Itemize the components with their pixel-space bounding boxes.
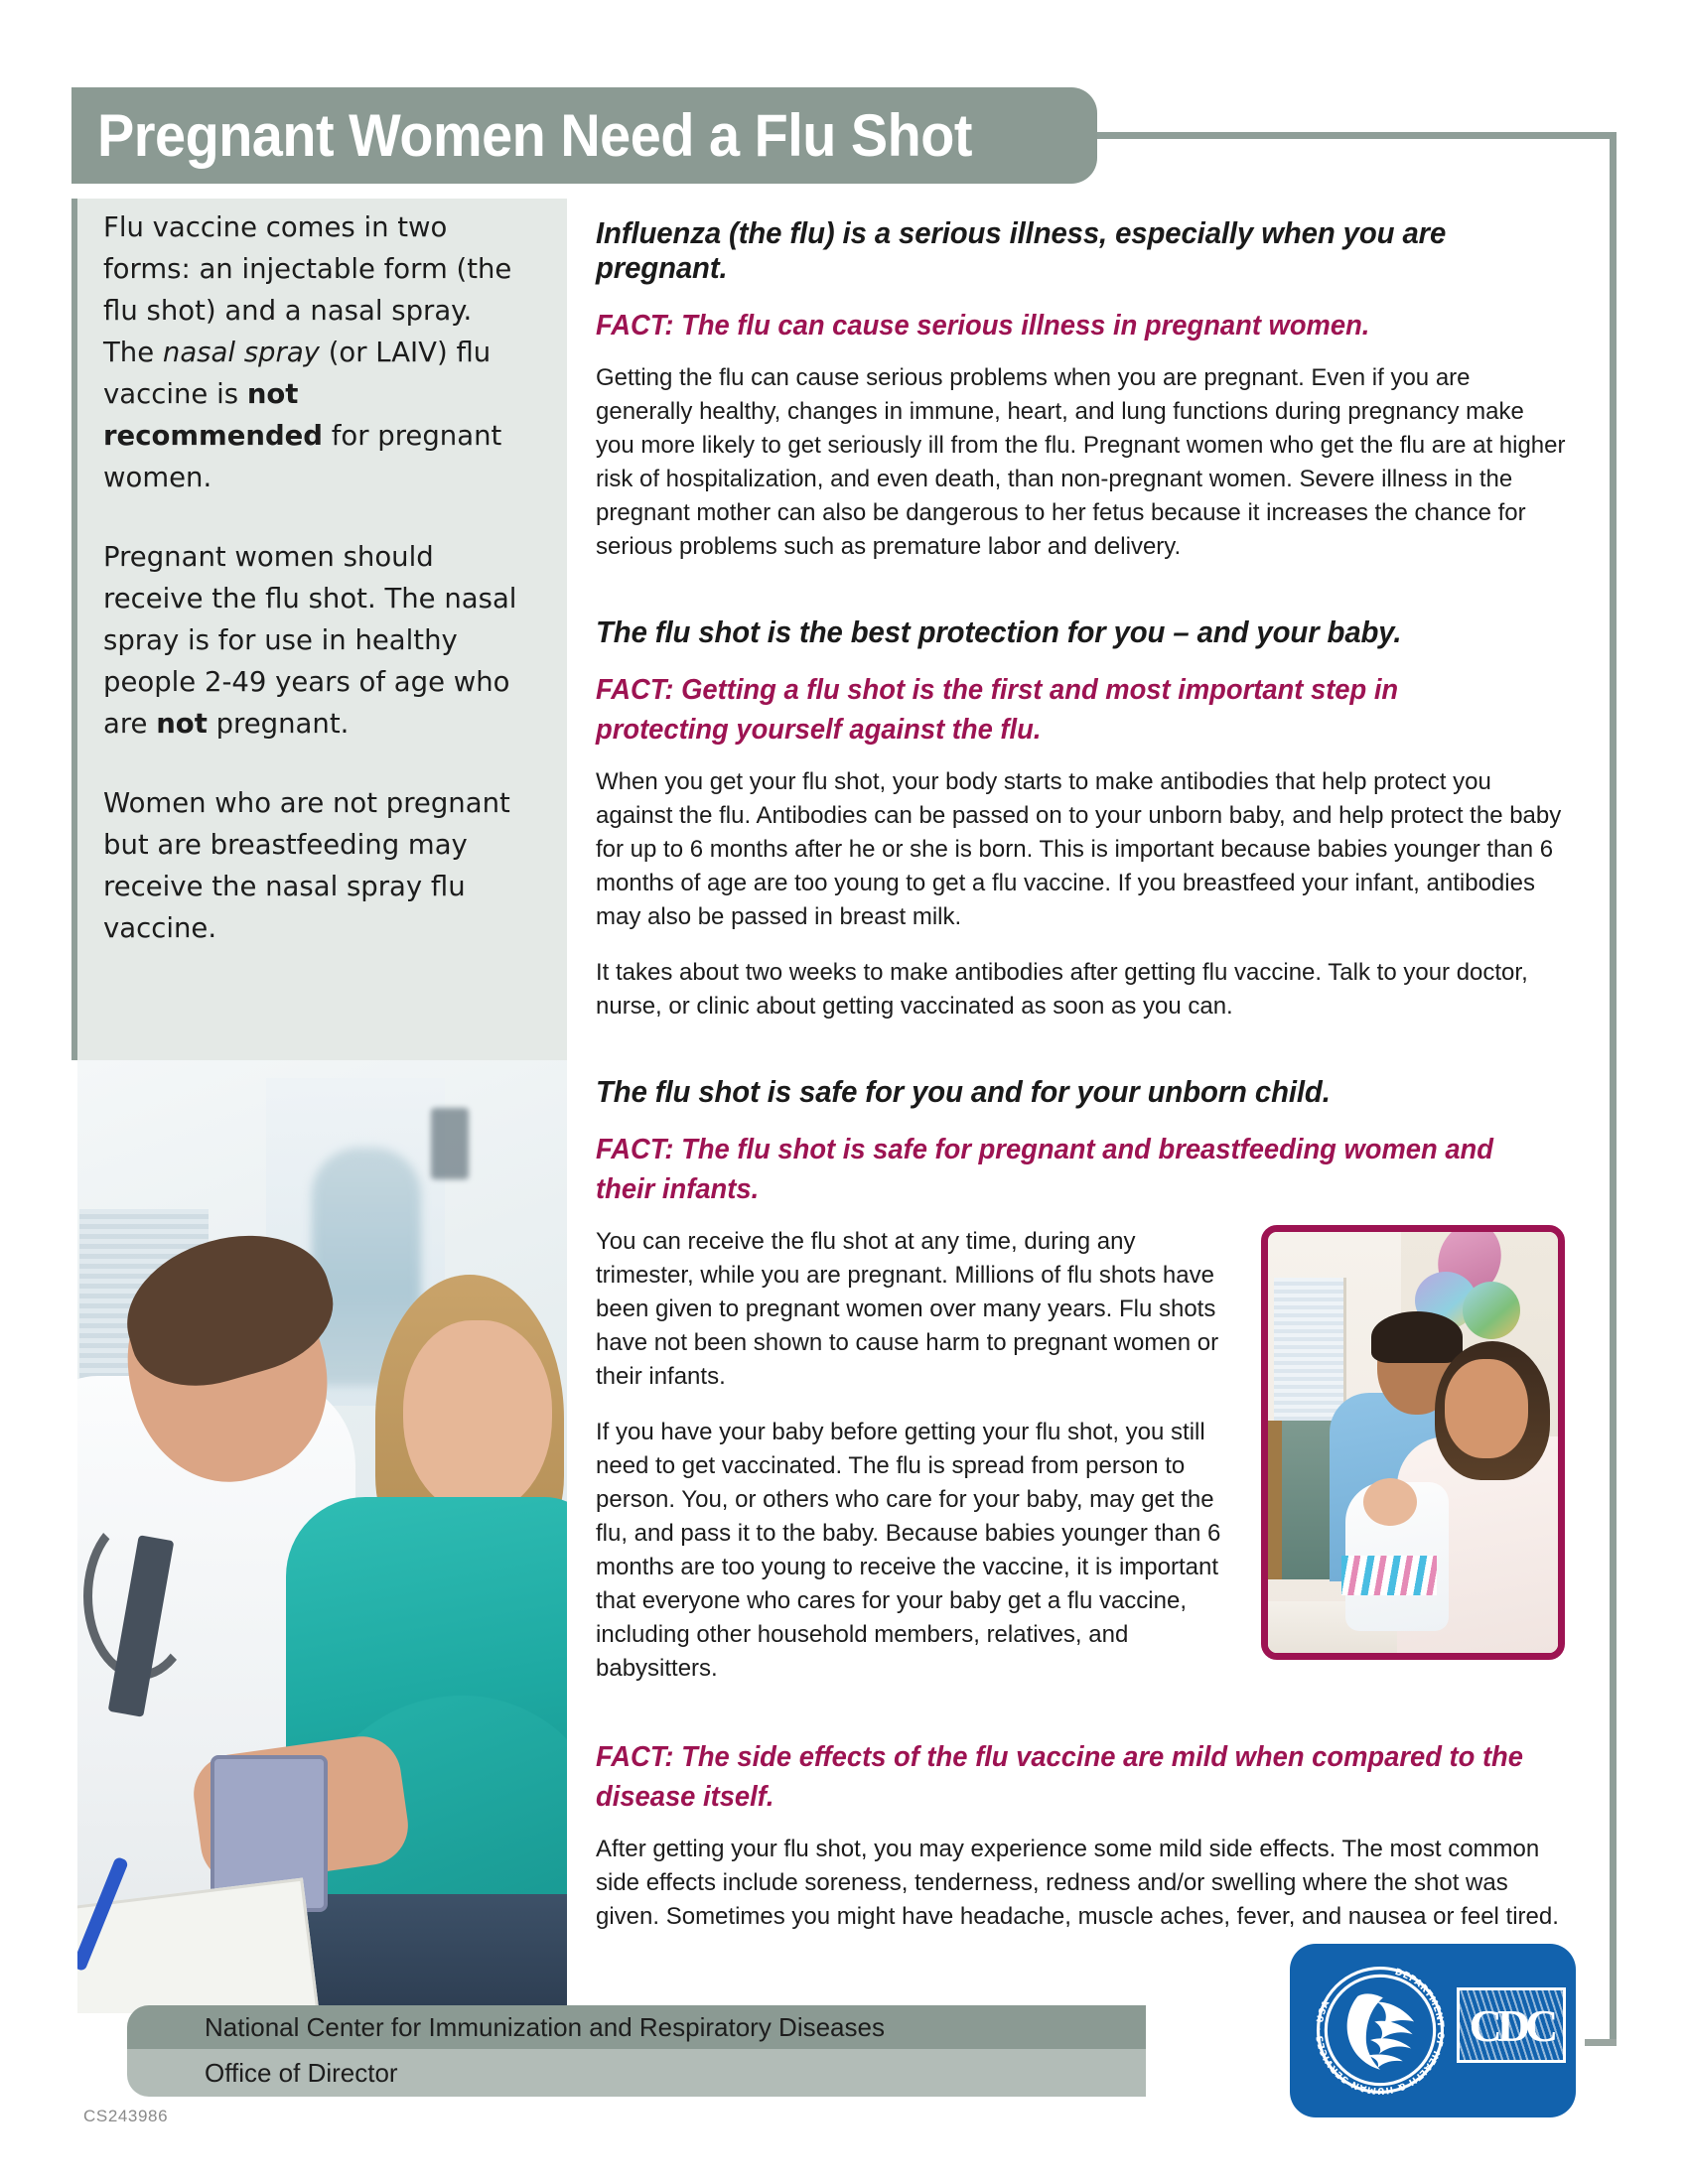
svg-text:DEPARTMENT OF HEALTH & HUMAN S: DEPARTMENT OF HEALTH & HUMAN SERVICES · USA [1315,1967,1446,2096]
fact-heading-2: FACT: Getting a flu shot is the first and most important step in protecting yourself against the flu. [596,674,1399,746]
photo-monitor [431,1108,469,1179]
cs-number: CS243986 [83,2107,169,2125]
fact-heading-1: FACT: The flu can cause serious illness in pregnant women. [596,310,1370,341]
page-title: Pregnant Women Need a Flu Shot [97,102,973,169]
footer-bar-secondary [127,2049,1146,2097]
section-heading-1: Influenza (the flu) is a serious illness, especially when you are pregnant. [596,216,1447,285]
text-with-photo-block [596,1225,1569,1686]
photo-blanket-stripes [1341,1556,1437,1595]
cdc-logo [1290,1944,1576,2117]
section-body-2a: When you get your flu shot, your body starts to make antibodies that help protect you against the flu. Antibodies can be passed on to your unborn baby, and help protect the baby for up to 6 months after he or she is born. This is important because babies younger than 6 months of age are too young to get a flu vaccine. If you breastfeed your infant, antibodies may also be passed in breast milk. [596,768,1562,930]
section-body-4: After getting your flu shot, you may experience some mild side effects. The most common side effects include soreness, tenderness, redness and/or swelling where the shot was given. Sometimes you might have headache, muscle aches, fever, and nausea or feel tired. [596,1836,1559,1930]
fact-heading-4: FACT: The side effects of the flu vaccine are mild when compared to the disease itself. [596,1741,1523,1813]
frame-top-rule [1053,132,1617,139]
spacer [596,1707,1569,1737]
footer-bar-primary [127,2005,1146,2049]
sidebar-paragraph-2: Pregnant women should receive the flu shot. The nasal spray is for use in healthy people 2-49 years of age who are not pregnant. [103,541,517,740]
photo-balloon-green [1463,1282,1520,1339]
hhs-seal-icon [1310,1960,1451,2101]
photo-father-hair [1371,1311,1463,1363]
footer-org-name: National Center for Immunization and Respiratory Diseases [205,2011,885,2042]
section-body-3a: You can receive the flu shot at any time, during any trimester, while you are pregnant. Millions of flu shots have been given to pregnant women over many years. Flu shots have not been shown to cause harm to pregnant women or their infants. [596,1228,1219,1390]
section-body-2b: It takes about two weeks to make antibodies after getting flu vaccine. Talk to your doctor, nurse, or clinic about getting vaccinated as soon as you can. [596,959,1528,1020]
main-content-column [596,216,1569,1956]
spacer [596,586,1569,615]
frame-bottom-stub [1585,2039,1617,2046]
cdc-wordmark: CDC [1460,1990,1563,2060]
section-heading-3: The flu shot is safe for you and for your unborn child. [596,1075,1331,1109]
spacer [596,1045,1569,1075]
footer-office-name: Office of Director [205,2057,398,2088]
sidebar-paragraph-1: Flu vaccine comes in two forms: an injectable form (the flu shot) and a nasal spray. The nasal spray (or LAIV) flu vaccine is not recommended for pregnant women. [103,211,512,493]
photo-patient-face [403,1320,552,1515]
sidebar-paragraph-3: Women who are not pregnant but are breastfeeding may receive the nasal spray flu vaccine. [103,787,510,944]
photo-newborn-head [1363,1478,1417,1526]
section-body-3b: If you have your baby before getting your flu shot, you still need to get vaccinated. The flu is spread from person to person. You, or others who care for your baby, may get the flu, and pass it to the baby. Because babies younger than 6 months are too young to receive the vaccine, it is important that everyone who cares for your baby get a flu vaccine, including other household members, relatives, and babysitters. [596,1419,1221,1682]
page-title-banner [71,87,1097,184]
sidebar-left-rule [71,199,77,1060]
frame-right-rule [1610,132,1617,2046]
doctor-patient-photo [77,1060,567,2013]
sidebar-content [103,206,520,987]
fact-heading-3: FACT: The flu shot is safe for pregnant and breastfeeding women and their infants. [596,1134,1493,1205]
photo-mother-head [1445,1359,1528,1458]
section-heading-2: The flu shot is the best protection for you – and your baby. [596,615,1402,649]
family-newborn-photo [1261,1225,1565,1660]
section-body-1: Getting the flu can cause serious problems when you are pregnant. Even if you are generally healthy, changes in immune, heart, and lung functions during pregnancy make you more likely to get seriously ill from the flu. Pregnant women who get the flu are at higher risk of hospitalization, and even death, than non-pregnant women. Severe illness in the pregnant mother can also be dangerous to her fetus because it increases the chance for serious problems such as premature labor and delivery. [596,364,1566,560]
cdc-wordmark-box [1457,1987,1566,2063]
